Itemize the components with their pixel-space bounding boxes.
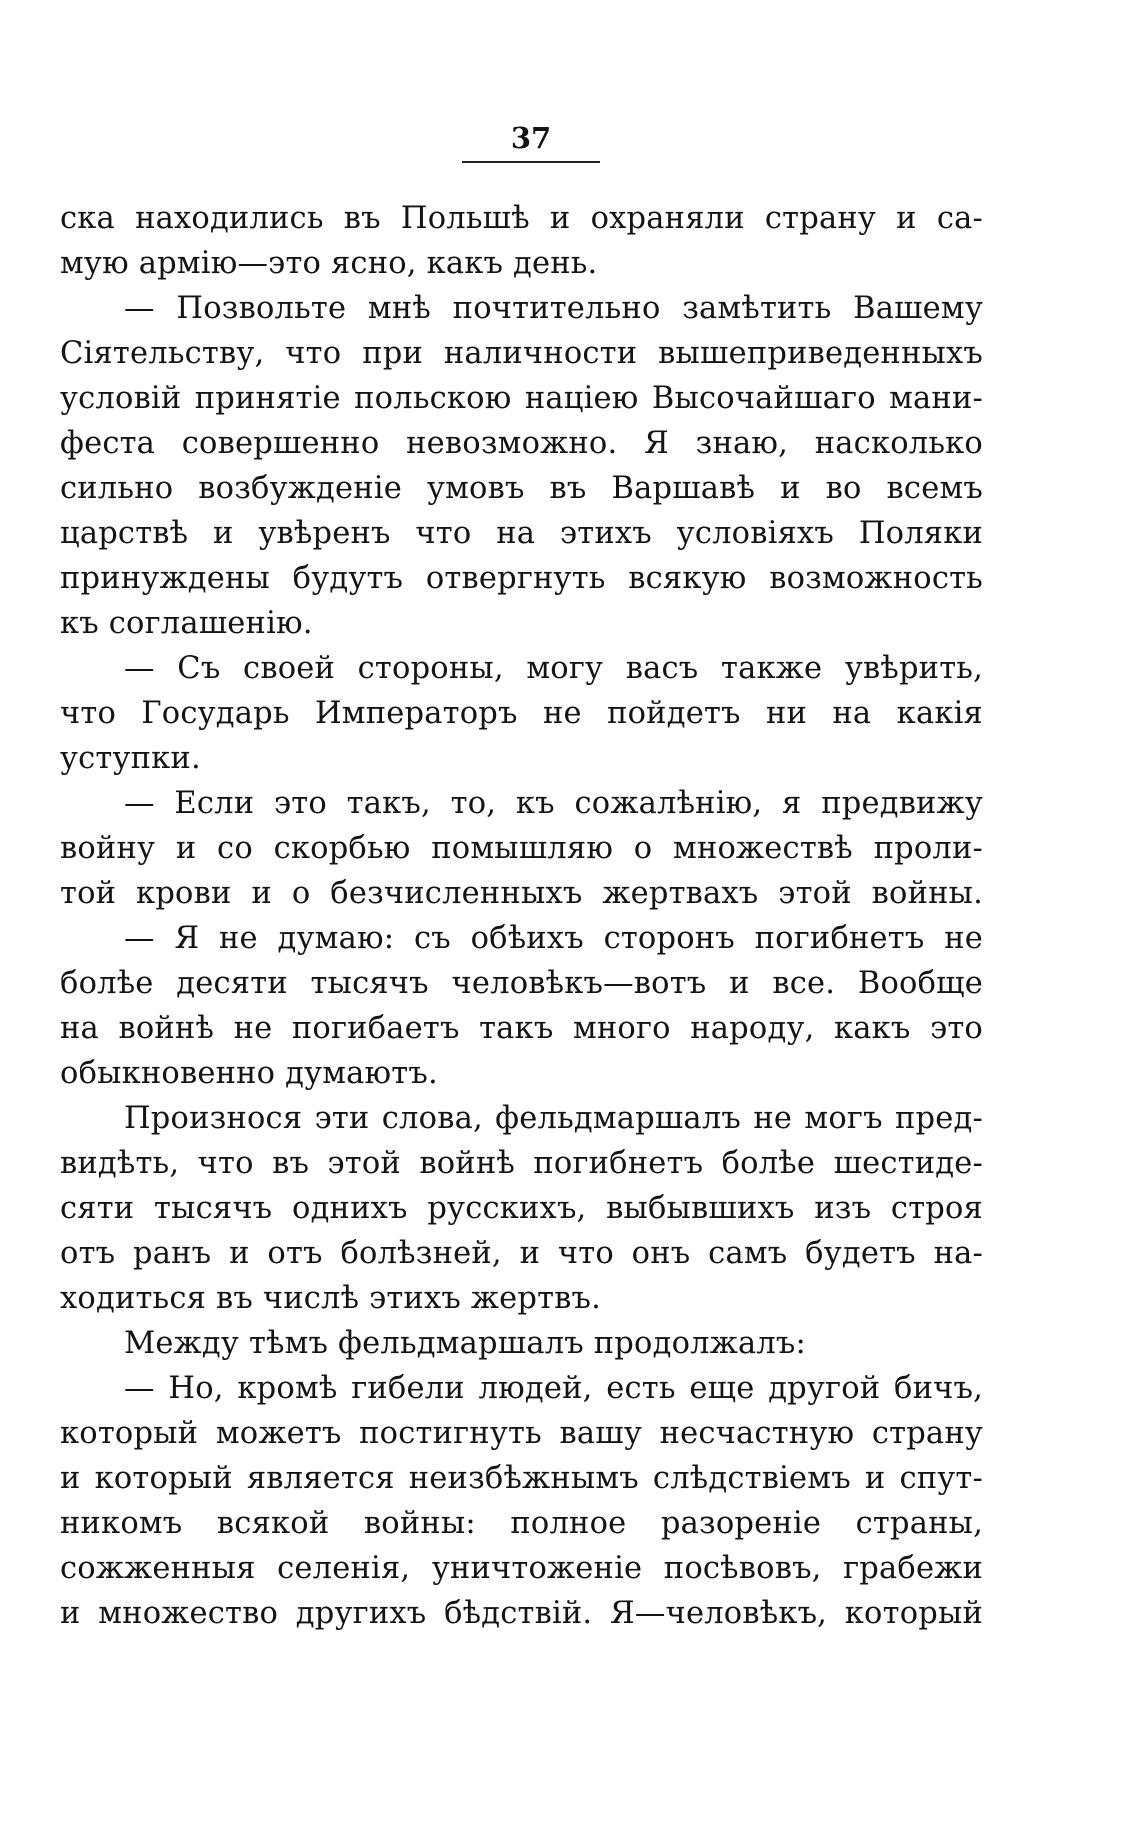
page-number-rule	[462, 161, 600, 163]
text-line: что Государь Императоръ не пойдетъ ни на какія	[60, 696, 983, 731]
text-line: болѣе десяти тысячъ человѣкъ—вотъ и все. Вообще	[60, 966, 983, 1001]
text-line: — Съ своей стороны, могу васъ также увѣрить,	[124, 651, 983, 686]
text-line: къ соглашенію.	[60, 606, 313, 641]
text-line: царствѣ и увѣренъ что на этихъ условіяхъ Поляки	[60, 516, 983, 551]
text-line: той крови и о безчисленныхъ жертвахъ этой войны.	[60, 876, 983, 911]
text-line: условій принятіе польскою націею Высочайшаго мани-	[60, 381, 983, 416]
text-line: видѣть, что въ этой войнѣ погибнетъ болѣе шестиде-	[60, 1146, 983, 1181]
body-text	[60, 196, 983, 1636]
text-line: ходиться въ числѣ этихъ жертвъ.	[60, 1281, 602, 1316]
text-line: Произнося эти слова, фельдмаршалъ не могъ пред-	[124, 1101, 983, 1136]
text-line: Сіятельству, что при наличности вышеприведенныхъ	[60, 336, 983, 371]
text-line: уступки.	[60, 741, 201, 776]
text-line: сильно возбужденіе умовъ въ Варшавѣ и во всемъ	[60, 471, 983, 506]
text-line: Между тѣмъ фельдмаршалъ продолжалъ:	[124, 1326, 807, 1361]
text-line: принуждены будутъ отвергнуть всякую возможность	[60, 561, 983, 596]
text-line: и который является неизбѣжнымъ слѣдствіемъ и спут-	[60, 1461, 983, 1496]
text-line: обыкновенно думаютъ.	[60, 1056, 438, 1091]
text-line: отъ ранъ и отъ болѣзней, и что онъ самъ будетъ на-	[60, 1236, 983, 1271]
page-number: 37	[510, 121, 552, 155]
text-line: войну и со скорбью помышляю о множествѣ проли-	[60, 831, 983, 866]
text-line: сожженныя селенія, уничтоженіе посѣвовъ, грабежи	[60, 1551, 983, 1586]
text-line: — Я не думаю: съ обѣихъ сторонъ погибнетъ не	[124, 921, 983, 956]
text-line: ска находились въ Польшѣ и охраняли страну и са-	[60, 201, 983, 236]
text-line: никомъ всякой войны: полное разореніе страны,	[60, 1506, 983, 1541]
text-line: — Но, кромѣ гибели людей, есть еще другой бичъ,	[124, 1371, 983, 1406]
text-line: мую армію—это ясно, какъ день.	[60, 246, 598, 281]
text-line: — Если это такъ, то, къ сожалѣнію, я предвижу	[124, 786, 983, 821]
text-line: сяти тысячъ однихъ русскихъ, выбывшихъ изъ строя	[60, 1191, 983, 1226]
text-line: феста совершенно невозможно. Я знаю, насколько	[60, 426, 983, 461]
text-line: — Позвольте мнѣ почтительно замѣтить Вашему	[124, 291, 983, 326]
text-line: который можетъ постигнуть вашу несчастную страну	[60, 1416, 983, 1451]
text-line: на войнѣ не погибаетъ такъ много народу, какъ это	[60, 1011, 983, 1046]
page-header	[462, 118, 600, 163]
text-line: и множество другихъ бѣдствій. Я—человѣкъ, который	[60, 1596, 983, 1631]
